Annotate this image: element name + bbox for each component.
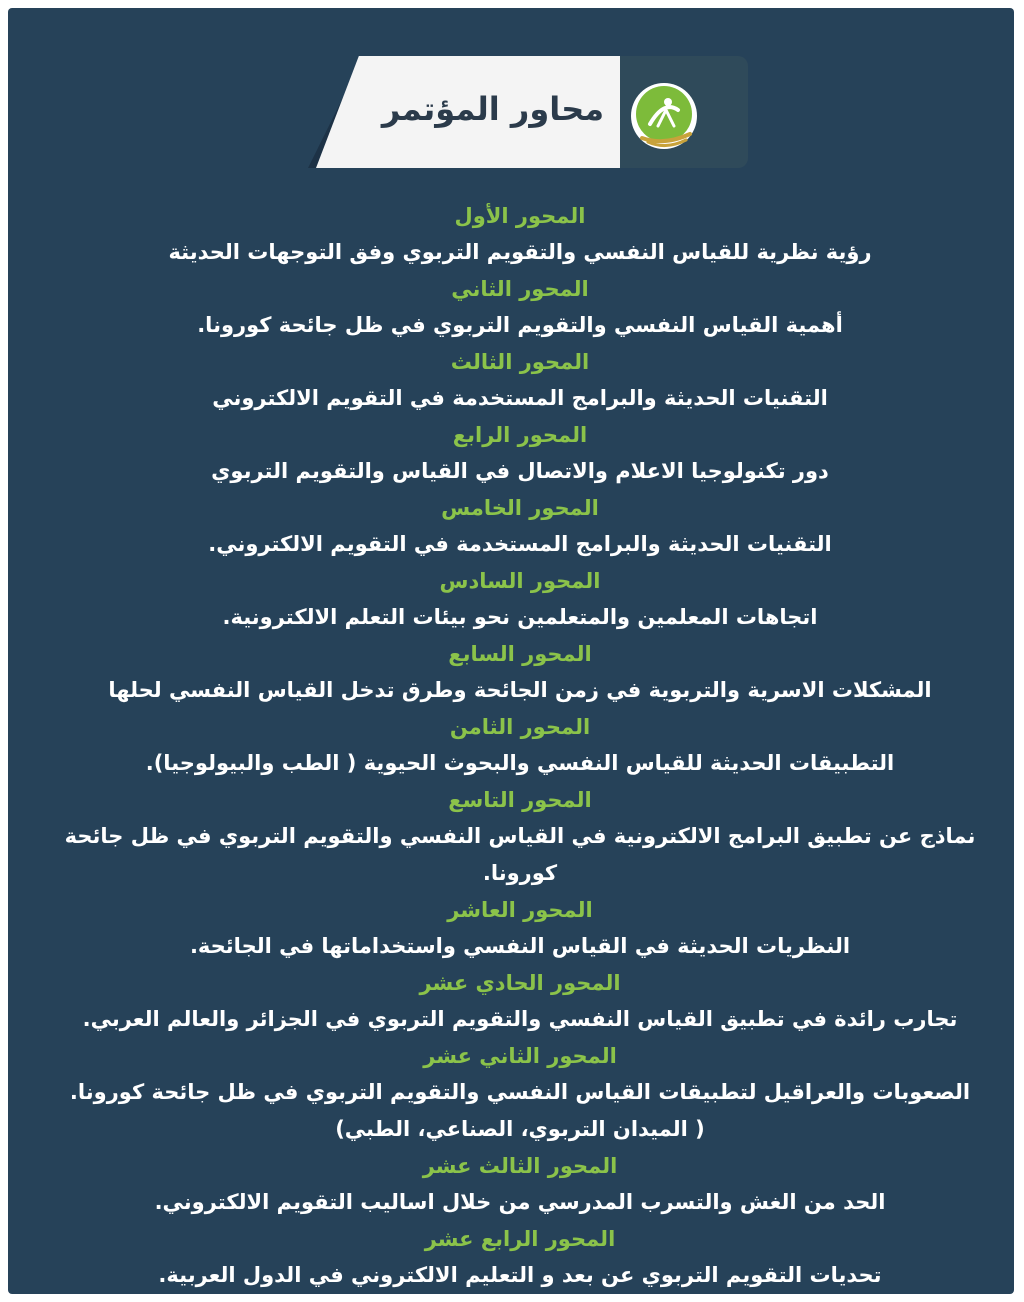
axis-13 <box>28 1148 1012 1221</box>
axis-11 <box>28 965 1012 1038</box>
axis-7 <box>28 636 1012 709</box>
axis-title: المحور الثامن <box>449 715 591 739</box>
axis-title: المحور السادس <box>439 569 601 593</box>
axis-title: المحور الحادي عشر <box>419 971 621 995</box>
axis-text: النظريات الحديثة في القياس النفسي واستخداماتها في الجائحة. <box>189 934 851 958</box>
poster-background <box>8 8 1014 1294</box>
axis-text: التطبيقات الحديثة للقياس النفسي والبحوث الحيوية ( الطب والبيولوجيا). <box>145 751 895 775</box>
axis-10 <box>28 892 1012 965</box>
axis-title: المحور السابع <box>448 642 592 666</box>
axis-title: المحور الرابع <box>452 423 588 447</box>
axis-text: دور تكنولوجيا الاعلام والاتصال في القياس والتقويم التربوي <box>211 459 829 483</box>
axis-title: المحور الثالث <box>450 350 590 374</box>
conference-logo-icon <box>628 80 700 152</box>
axis-12 <box>28 1038 1012 1148</box>
axis-4 <box>28 417 1012 490</box>
axis-title: المحور الرابع عشر <box>424 1227 616 1251</box>
axis-text: نماذج عن تطبيق البرامج الالكترونية في القياس النفسي والتقويم التربوي في ظل جائحة كورونا. <box>64 824 976 885</box>
axis-5 <box>28 490 1012 563</box>
axis-text: رؤية نظرية للقياس النفسي والتقويم التربوي وفق التوجهات الحديثة <box>168 240 872 264</box>
axis-title: المحور الخامس <box>441 496 599 520</box>
axis-text: التقنيات الحديثة والبرامج المستخدمة في التقويم الالكتروني. <box>208 532 832 556</box>
axis-title: المحور العاشر <box>447 898 593 922</box>
axis-8 <box>28 709 1012 782</box>
axis-text: التقنيات الحديثة والبرامج المستخدمة في التقويم الالكتروني <box>212 386 828 410</box>
axis-text: تجارب رائدة في تطبيق القياس النفسي والتقويم التربوي في الجزائر والعالم العربي. <box>82 1007 958 1031</box>
axis-6 <box>28 563 1012 636</box>
axis-14 <box>28 1221 1012 1294</box>
axis-text: الحد من الغش والتسرب المدرسي من خلال اساليب التقويم الالكتروني. <box>154 1190 886 1214</box>
axis-text-continued: ( الميدان التربوي، الصناعي، الطبي) <box>335 1117 705 1141</box>
axis-title: المحور التاسع <box>448 788 592 812</box>
axis-text: الصعوبات والعراقيل لتطبيقات القياس النفسي والتقويم التربوي في ظل جائحة كورونا. <box>69 1080 971 1104</box>
axis-title: المحور الأول <box>454 204 586 228</box>
axis-9 <box>28 782 1012 892</box>
axis-title: المحور الثاني عشر <box>423 1044 617 1068</box>
axis-title: المحور الثاني <box>451 277 589 301</box>
header-banner <box>308 56 748 171</box>
axis-text: أهمية القياس النفسي والتقويم التربوي في ظل جائحة كورونا. <box>197 313 843 337</box>
axis-3 <box>28 344 1012 417</box>
axis-1 <box>28 198 1012 271</box>
axis-2 <box>28 271 1012 344</box>
axis-text: اتجاهات المعلمين والمتعلمين نحو بيئات التعلم الالكترونية. <box>222 605 818 629</box>
axis-text: تحديات التقويم التربوي عن بعد و التعليم الالكتروني في الدول العربية. <box>158 1263 882 1287</box>
axes-list <box>28 198 1012 1294</box>
page-title: محاور المؤتمر <box>381 90 605 128</box>
axis-title: المحور الثالث عشر <box>422 1154 618 1178</box>
axis-text: المشكلات الاسرية والتربوية في زمن الجائحة وطرق تدخل القياس النفسي لحلها <box>108 678 932 702</box>
